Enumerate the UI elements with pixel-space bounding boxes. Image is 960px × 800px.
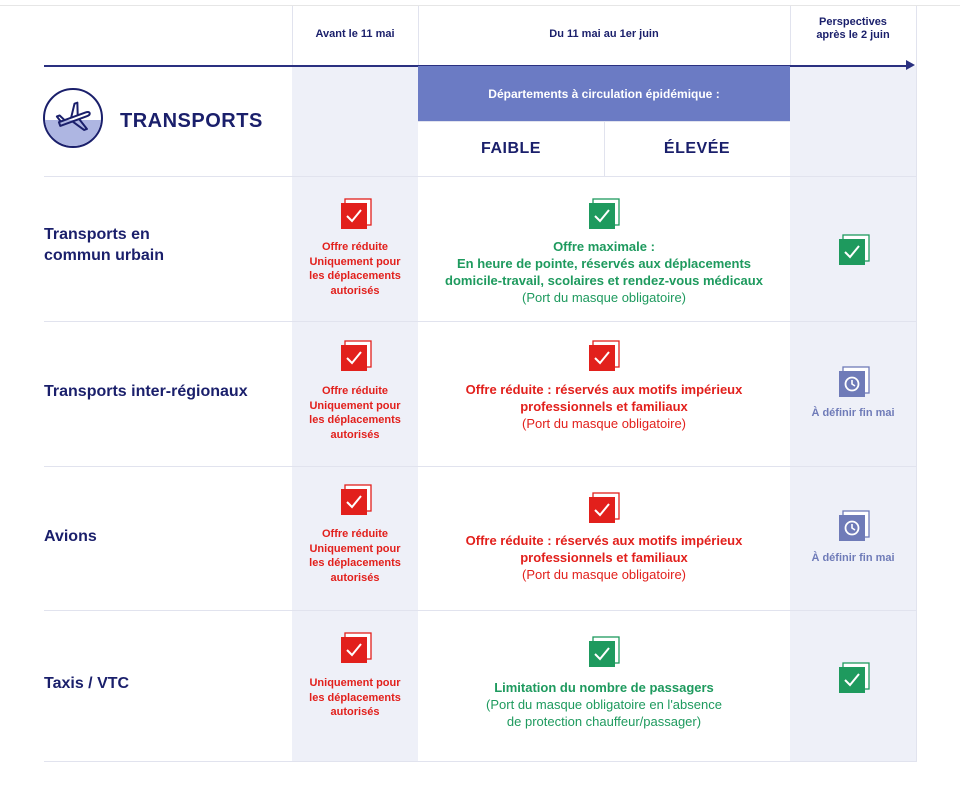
before-text — [292, 676, 418, 720]
text-line: autorisés — [330, 284, 380, 297]
header-before: Avant le 11 mai — [315, 28, 395, 40]
row-divider — [44, 321, 916, 322]
green-check-icon — [838, 234, 870, 271]
red-check-icon — [340, 632, 372, 669]
text-line: autorisés — [330, 428, 380, 441]
header-after — [790, 16, 916, 42]
text-line: Offre réduite — [321, 241, 388, 253]
text-line: professionnels et familiaux — [520, 550, 688, 565]
text-note: (Port du masque obligatoire) — [521, 567, 687, 582]
text-note: de protection chauffeur/passager) — [506, 714, 702, 729]
red-check-icon — [340, 484, 372, 521]
clock-icon — [838, 366, 870, 403]
text-line: autorisés — [330, 706, 380, 718]
row-label — [44, 526, 97, 547]
text-line: domicile-travail, scolaires et rendez-vous médicaux — [445, 273, 763, 288]
row-divider — [44, 610, 916, 611]
top-border — [0, 5, 960, 6]
before-text — [292, 527, 418, 585]
green-check-icon — [838, 662, 870, 699]
text-line: Offre réduite — [321, 385, 388, 397]
text-line: autorisés — [330, 571, 380, 584]
section-title: TRANSPORTS — [120, 110, 263, 132]
text-line: Uniquement pour — [309, 677, 401, 689]
text-line: Offre réduite : réservés aux motifs impérieux — [465, 533, 743, 548]
text-line: Offre réduite : réservés aux motifs impérieux — [465, 382, 743, 397]
after-text: À définir fin mai — [811, 407, 895, 419]
text-line: Uniquement pour — [309, 399, 401, 412]
text-line: les déplacements — [309, 557, 401, 569]
header-during: Du 11 mai au 1er juin — [549, 28, 659, 40]
header-after-line2: après le 2 juin — [816, 29, 890, 41]
timeline-arrow-icon — [906, 60, 915, 70]
row-label-line: Avions — [44, 528, 97, 545]
low-circulation-label: FAIBLE — [481, 140, 541, 157]
text-line: Uniquement pour — [309, 542, 401, 555]
row-label — [44, 381, 248, 402]
text-note: (Port du masque obligatoire en l'absence — [486, 697, 722, 712]
text-note: (Port du masque obligatoire) — [521, 290, 687, 305]
text-line: les déplacements — [309, 414, 401, 426]
red-check-icon — [588, 492, 620, 529]
text-note: (Port du masque obligatoire) — [521, 416, 687, 431]
row-label-line: Transports en — [44, 226, 150, 243]
text-line: Uniquement pour — [309, 255, 401, 268]
row-divider — [44, 761, 916, 762]
before-text — [292, 384, 418, 442]
row-label-line: Taxis / VTC — [44, 675, 130, 692]
row-label-line: Transports inter-régionaux — [44, 383, 248, 400]
department-banner: Départements à circulation épidémique : — [418, 66, 790, 121]
text-line: Offre réduite — [321, 528, 388, 540]
text-line: les déplacements — [309, 691, 401, 704]
green-check-icon — [588, 636, 620, 673]
clock-icon — [838, 510, 870, 547]
header-after-line1: Perspectives — [819, 16, 887, 28]
during-text — [418, 532, 790, 583]
row-label-line: commun urbain — [44, 247, 165, 264]
text-line: En heure de pointe, réservés aux déplacements — [456, 256, 752, 271]
during-text — [418, 679, 790, 730]
text-line: Limitation du nombre de passagers — [494, 680, 714, 695]
after-text: À définir fin mai — [811, 552, 895, 564]
divider — [916, 6, 917, 762]
row-divider — [44, 176, 916, 177]
red-check-icon — [340, 340, 372, 377]
during-text — [418, 381, 790, 432]
red-check-icon — [340, 198, 372, 235]
high-circulation-label: ÉLEVÉE — [663, 140, 731, 157]
airplane-icon — [43, 88, 103, 148]
during-text — [418, 238, 790, 306]
text-line: Offre maximale : — [553, 239, 655, 254]
before-text — [292, 240, 418, 298]
row-label — [44, 673, 129, 694]
text-line: professionnels et familiaux — [520, 399, 688, 414]
red-check-icon — [588, 340, 620, 377]
text-line: les déplacements — [309, 270, 401, 282]
row-divider — [44, 466, 916, 467]
green-check-icon — [588, 198, 620, 235]
row-label — [44, 224, 164, 266]
